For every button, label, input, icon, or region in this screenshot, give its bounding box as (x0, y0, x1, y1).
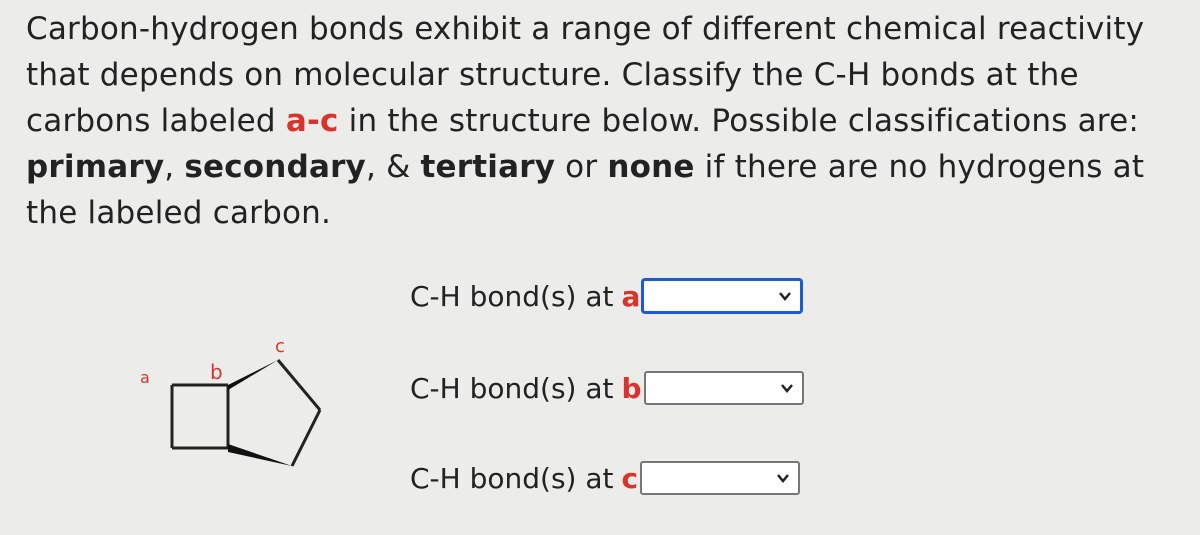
option-tertiary: tertiary (420, 149, 556, 185)
question-part1: Carbon-hydrogen bonds exhibit a range of different chemical reactivity that depends on molecular structure. Classify the C-H bonds at the carbons labeled (26, 11, 1145, 139)
classification-select-c[interactable] (640, 461, 800, 495)
structure-drawing (120, 330, 350, 490)
carbon-label-a: a (140, 368, 150, 387)
answer-row-b (410, 368, 804, 408)
carbon-label-c: c (275, 336, 285, 357)
question-part2: in the structure below. Possible classifications are: (338, 103, 1139, 139)
answer-row-c (410, 458, 800, 498)
chevron-down-icon (776, 287, 794, 305)
question-part3: if there are no hydrogens at the labeled carbon. (26, 149, 1145, 231)
question-separator: or (555, 149, 608, 185)
question-separator: , (164, 149, 185, 185)
answer-letter-a: a (621, 279, 641, 313)
carbon-label-b: b (210, 360, 223, 384)
answer-row-a (410, 276, 802, 316)
question-text (26, 6, 1186, 236)
answer-letter-c: c (621, 461, 639, 495)
chevron-down-icon (778, 379, 796, 397)
option-none: none (607, 149, 695, 185)
bicyclic-structure (120, 330, 350, 490)
question-separator: , & (365, 149, 421, 185)
chevron-down-icon (774, 469, 792, 487)
classification-select-a[interactable] (642, 279, 802, 313)
answer-label-b: C-H bond(s) at (410, 371, 614, 405)
carbon-range-label: a-c (285, 103, 339, 139)
classification-select-b[interactable] (644, 371, 804, 405)
answer-label-c: C-H bond(s) at (410, 461, 614, 495)
option-primary: primary (26, 149, 165, 185)
option-secondary: secondary (184, 149, 366, 185)
answer-label-a: C-H bond(s) at (410, 279, 614, 313)
answer-letter-b: b (621, 371, 642, 405)
